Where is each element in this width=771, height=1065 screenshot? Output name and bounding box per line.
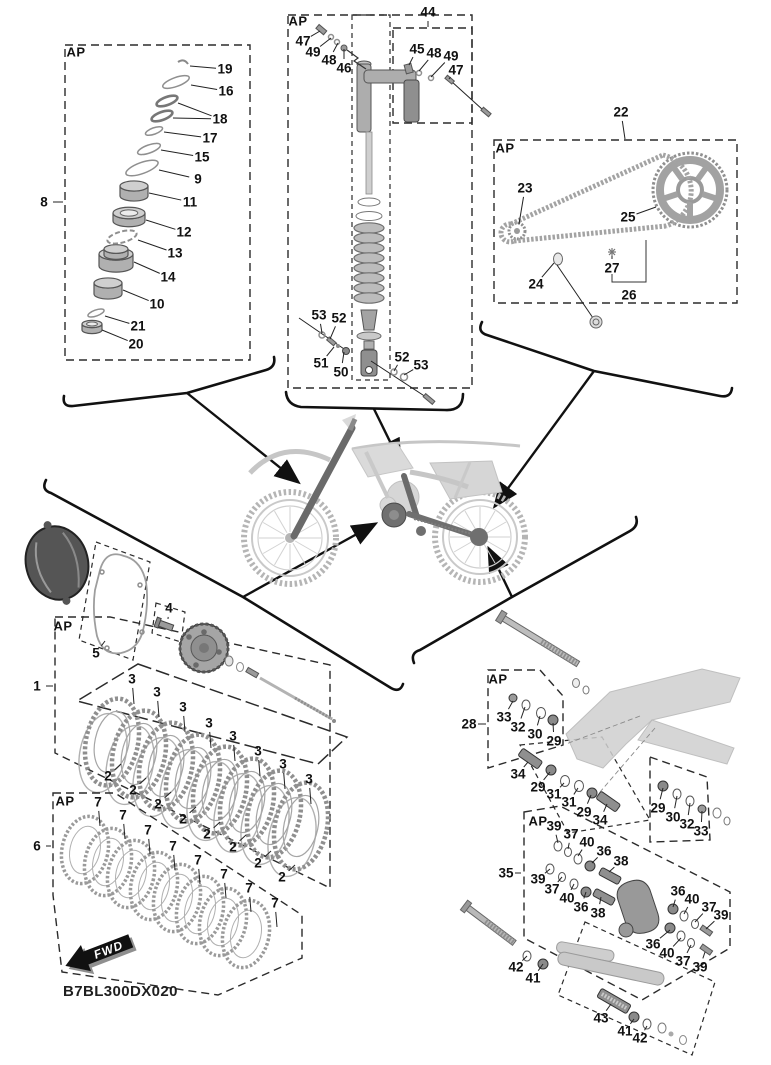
brace-chain-group xyxy=(480,322,732,396)
callout-30: 30 xyxy=(527,726,543,742)
gasket-hole xyxy=(100,570,104,574)
callout-39: 39 xyxy=(530,871,546,887)
leader-line xyxy=(419,60,428,71)
callout-ap: AP xyxy=(488,671,508,687)
leader-line xyxy=(320,38,331,46)
part-21-washer xyxy=(87,307,105,318)
leader-line xyxy=(687,945,691,953)
part-29-bearing xyxy=(587,788,597,798)
sprocket-spoke xyxy=(698,168,706,179)
part-36-bearing xyxy=(665,923,675,933)
callout-7: 7 xyxy=(271,895,279,911)
friction-plate-7 xyxy=(55,812,114,888)
part-4-bolt xyxy=(154,617,174,633)
leader-line xyxy=(149,839,150,854)
part-27-screw xyxy=(608,248,616,256)
boss-bolt xyxy=(216,649,222,655)
spring-coil xyxy=(354,243,384,253)
friction-plate-7 xyxy=(147,860,206,936)
leader-line xyxy=(311,31,320,36)
callout-39: 39 xyxy=(692,959,708,975)
friction-plates-7 xyxy=(55,812,275,972)
leader-line xyxy=(115,764,121,770)
spring-coil xyxy=(354,253,384,263)
arrow-to-clutch xyxy=(243,524,375,597)
clutch-cover xyxy=(17,514,98,612)
callout-2: 2 xyxy=(129,782,137,798)
boss-bolt xyxy=(201,629,207,635)
callout-9: 9 xyxy=(194,171,202,187)
callout-17: 17 xyxy=(202,130,218,146)
leader-line xyxy=(191,85,217,89)
part-13-spring-washer xyxy=(106,228,138,246)
callout-46: 46 xyxy=(336,60,352,76)
relay-bolt-long xyxy=(460,900,518,947)
callout-32: 32 xyxy=(679,816,695,832)
sprocket-nut xyxy=(590,316,602,328)
part-47-screw-tip xyxy=(481,107,491,116)
leader-line xyxy=(99,811,100,826)
boss-bolt xyxy=(193,662,199,668)
spare-ring xyxy=(713,808,721,818)
part-40-ring xyxy=(677,931,685,941)
callout-8: 8 xyxy=(40,194,48,210)
leader-line xyxy=(330,326,335,339)
leader-line xyxy=(310,788,311,804)
clutch-plate-3 xyxy=(266,778,335,875)
callout-22: 22 xyxy=(613,104,629,120)
callout-34: 34 xyxy=(510,766,526,782)
leader-line xyxy=(146,220,175,229)
callout-18: 18 xyxy=(212,111,228,127)
shock-reservoir xyxy=(404,80,419,122)
leader-line xyxy=(660,930,670,938)
callout-45: 45 xyxy=(409,41,425,57)
callout-36: 36 xyxy=(596,843,612,859)
callout-2: 2 xyxy=(203,826,211,842)
callout-39: 39 xyxy=(713,907,729,923)
callout-31: 31 xyxy=(561,794,577,810)
pivot-shaft xyxy=(496,610,582,669)
part-18-ring-a xyxy=(155,93,178,108)
part-41-nut xyxy=(629,1012,639,1022)
callout-49: 49 xyxy=(305,44,321,60)
callout-19: 19 xyxy=(217,61,233,77)
part-39-bolt xyxy=(700,925,713,936)
callout-29: 29 xyxy=(576,804,592,820)
callout-3: 3 xyxy=(279,756,287,772)
spring-coil xyxy=(354,223,384,233)
spare-ring xyxy=(680,1036,687,1045)
callout-7: 7 xyxy=(144,822,152,838)
callout-41: 41 xyxy=(617,1023,633,1039)
plain-plate-2 xyxy=(72,709,134,797)
leader-line xyxy=(622,121,625,139)
callout-23: 23 xyxy=(517,180,533,196)
leader-line xyxy=(123,290,149,301)
shock-washer-upper xyxy=(358,198,380,206)
leader-line xyxy=(138,240,167,250)
callout-4: 4 xyxy=(165,600,173,616)
callout-7: 7 xyxy=(194,852,202,868)
pushrod-ring xyxy=(237,663,244,672)
part-17-washer xyxy=(144,125,163,137)
clutch-cover-center xyxy=(389,510,399,520)
callout-37: 37 xyxy=(544,881,560,897)
callout-10: 10 xyxy=(149,296,165,312)
callout-14: 14 xyxy=(160,269,176,285)
part-47-bolt xyxy=(316,24,327,34)
part-38-collar xyxy=(598,867,621,884)
part-38-collar xyxy=(592,888,615,905)
callout-53: 53 xyxy=(311,307,327,323)
part-36-bearing xyxy=(585,861,595,871)
callout-42: 42 xyxy=(632,1030,648,1046)
leader-line xyxy=(173,118,211,119)
callout-11: 11 xyxy=(182,194,198,210)
callout-39: 39 xyxy=(546,818,562,834)
arrow-to-rear-sprocket xyxy=(495,371,594,506)
part-42-washer xyxy=(643,1019,651,1029)
leader-line xyxy=(164,132,201,137)
callout-ap: AP xyxy=(288,13,308,29)
callout-36: 36 xyxy=(645,936,661,952)
sprocket-spoke xyxy=(674,168,682,179)
callout-2: 2 xyxy=(229,839,237,855)
callout-7: 7 xyxy=(94,794,102,810)
part-48-washer xyxy=(335,40,340,45)
callout-29: 29 xyxy=(650,800,666,816)
part-19-clip xyxy=(178,60,188,64)
pivot-ring xyxy=(583,686,589,694)
callout-2: 2 xyxy=(254,855,262,871)
figure-code: B7BL300DX020 xyxy=(63,983,178,1000)
leader-line xyxy=(675,796,677,808)
part-15-washer xyxy=(136,141,161,157)
leader-line xyxy=(404,370,413,375)
callout-33: 33 xyxy=(693,823,709,839)
callout-42: 42 xyxy=(508,959,524,975)
leader-line xyxy=(210,732,211,748)
callout-13: 13 xyxy=(167,245,183,261)
callout-32: 32 xyxy=(510,719,526,735)
leader-line xyxy=(174,855,175,870)
leader-line xyxy=(133,688,134,704)
leader-line xyxy=(190,66,216,68)
leader-line xyxy=(688,803,690,815)
leader-24-nut xyxy=(557,265,593,318)
callout-43: 43 xyxy=(593,1010,609,1026)
leader-line xyxy=(178,103,212,116)
callout-51: 51 xyxy=(313,355,329,371)
friction-plate-7 xyxy=(124,848,183,924)
callout-38: 38 xyxy=(590,905,606,921)
part-33-nut xyxy=(509,694,517,702)
swingarm-pivot-parts-box xyxy=(488,610,740,842)
friction-plate-7 xyxy=(216,896,275,972)
callout-7: 7 xyxy=(169,838,177,854)
plate-group-outline xyxy=(77,664,347,764)
sprocket-spoke xyxy=(702,194,715,198)
leader-line xyxy=(553,723,554,732)
part-52-bolt-l xyxy=(327,337,336,346)
leader-line xyxy=(134,262,160,273)
callout-49: 49 xyxy=(443,48,459,64)
leader-line xyxy=(102,330,128,341)
callout-52: 52 xyxy=(331,310,347,326)
callout-36: 36 xyxy=(573,899,589,915)
fwd-direction-arrow xyxy=(60,927,139,983)
fwd-label: FWD xyxy=(91,937,126,962)
friction-plate-7 xyxy=(78,824,137,900)
callout-31: 31 xyxy=(546,786,562,802)
sprocket-spoke xyxy=(664,194,677,198)
part-52-washer-r xyxy=(391,369,397,375)
callout-52: 52 xyxy=(394,349,410,365)
callout-48: 48 xyxy=(321,52,337,68)
callout-ap: AP xyxy=(66,44,86,60)
callout-38: 38 xyxy=(613,853,629,869)
gasket-hole xyxy=(138,583,142,587)
shock-spring xyxy=(354,223,384,303)
leader-line xyxy=(431,63,445,77)
part-51-clip xyxy=(336,344,340,348)
spring-coil xyxy=(354,293,384,303)
drive-chain-parts-box xyxy=(494,140,737,328)
leader-line xyxy=(701,811,702,822)
rear-sprocket-highlight xyxy=(470,528,488,546)
callout-26: 26 xyxy=(621,287,637,303)
front-sprocket-hub xyxy=(514,228,520,234)
callout-37: 37 xyxy=(563,826,579,842)
callout-16: 16 xyxy=(218,83,234,99)
callout-2: 2 xyxy=(154,796,162,812)
arrow-to-front-fork xyxy=(187,393,298,482)
leader-line xyxy=(276,912,277,927)
part-49-washer-r xyxy=(429,76,434,81)
part-18-ring-b xyxy=(150,108,173,123)
callout-50: 50 xyxy=(333,364,349,380)
callout-7: 7 xyxy=(119,807,127,823)
leader-line xyxy=(284,773,285,789)
callout-25: 25 xyxy=(620,209,636,225)
pushrod-washer xyxy=(225,656,233,666)
callout-ap: AP xyxy=(528,813,548,829)
part-24-lock-washer xyxy=(554,253,563,265)
part-30-ring xyxy=(537,708,546,719)
spare-ring xyxy=(724,817,730,825)
leader-line xyxy=(225,883,226,898)
callout-2: 2 xyxy=(104,768,112,784)
leader-line xyxy=(105,316,129,323)
shock-shaft xyxy=(366,132,372,194)
spare-dot xyxy=(669,1032,674,1037)
gasket-hole xyxy=(105,646,109,650)
spring-seat-lower xyxy=(357,332,381,340)
part-32-seal xyxy=(522,700,530,710)
clutch-boss-center xyxy=(199,643,209,653)
callout-40: 40 xyxy=(579,834,595,850)
callout-ap: AP xyxy=(53,618,73,634)
callout-44: 44 xyxy=(420,4,436,20)
callout-3: 3 xyxy=(128,671,136,687)
brace-front-fork-group xyxy=(64,357,275,406)
adjuster xyxy=(364,341,374,349)
pushrod-bolt xyxy=(246,667,259,677)
callout-21: 21 xyxy=(130,318,146,334)
bump-stop xyxy=(361,310,377,330)
friction-plate-7 xyxy=(193,884,252,960)
leader-line xyxy=(703,952,705,958)
callout-47: 47 xyxy=(295,33,311,49)
callout-2: 2 xyxy=(179,811,187,827)
callout-ap: AP xyxy=(55,793,75,809)
spring-coil xyxy=(354,233,384,243)
callout-3: 3 xyxy=(179,699,187,715)
gasket-sub-box xyxy=(79,542,150,660)
callout-5: 5 xyxy=(92,645,100,661)
spring-coil xyxy=(354,283,384,293)
motorcycle-illustration xyxy=(244,414,525,584)
callout-20: 20 xyxy=(128,336,144,352)
part-48-washer-r xyxy=(417,71,422,76)
leader-line xyxy=(542,263,554,277)
shock-seat-upper xyxy=(356,212,382,221)
leader-line xyxy=(161,150,193,155)
linkage-highlight xyxy=(416,526,426,536)
leader-line xyxy=(695,914,703,922)
callout-2: 2 xyxy=(278,869,286,885)
callout-37: 37 xyxy=(701,899,717,915)
callout-7: 7 xyxy=(220,866,228,882)
part-40-ring xyxy=(680,911,688,921)
leader-line xyxy=(101,641,105,646)
callout-33: 33 xyxy=(496,709,512,725)
callout-48: 48 xyxy=(426,45,442,61)
callout-6: 6 xyxy=(33,838,41,854)
friction-plate-7 xyxy=(101,836,160,912)
pivot-washer xyxy=(573,679,580,688)
part-37-washer xyxy=(692,920,699,929)
spring-coil xyxy=(354,273,384,283)
callout-40: 40 xyxy=(684,891,700,907)
part-9-ring xyxy=(124,157,160,179)
callout-1: 1 xyxy=(33,678,41,694)
callout-3: 3 xyxy=(153,684,161,700)
part-39-bolt xyxy=(700,944,713,955)
callout-30: 30 xyxy=(665,809,681,825)
callout-36: 36 xyxy=(670,883,686,899)
callout-40: 40 xyxy=(659,945,675,961)
leader-line xyxy=(636,207,656,214)
callout-29: 29 xyxy=(530,779,546,795)
callout-3: 3 xyxy=(205,715,213,731)
leader-line xyxy=(149,193,181,200)
callout-40: 40 xyxy=(559,890,575,906)
callout-29: 29 xyxy=(546,733,562,749)
leader-line xyxy=(124,824,125,839)
callout-15: 15 xyxy=(194,149,210,165)
callout-3: 3 xyxy=(305,771,313,787)
callout-3: 3 xyxy=(229,728,237,744)
callout-28: 28 xyxy=(461,716,477,732)
front-fender xyxy=(250,452,330,473)
part-31-bush xyxy=(575,781,584,792)
leader-47-long xyxy=(451,81,483,110)
part-37-washer xyxy=(688,939,695,948)
part-29-bearing xyxy=(546,765,556,775)
brace-shock-group xyxy=(286,392,463,410)
callout-53: 53 xyxy=(413,357,429,373)
chain-lower-run xyxy=(514,226,666,241)
part-34-collar xyxy=(596,791,621,812)
callout-37: 37 xyxy=(675,953,691,969)
boss-bolt xyxy=(186,634,192,640)
push-rod-tip xyxy=(332,719,336,723)
chain-upper-run xyxy=(511,155,663,224)
wheel xyxy=(244,492,336,584)
callout-27: 27 xyxy=(604,260,620,276)
callout-34: 34 xyxy=(592,812,608,828)
spring-coil xyxy=(354,263,384,273)
callout-12: 12 xyxy=(176,224,192,240)
callout-41: 41 xyxy=(525,970,541,986)
callout-35: 35 xyxy=(498,865,514,881)
callout-3: 3 xyxy=(254,743,262,759)
leader-line xyxy=(508,701,513,709)
fuel-tank xyxy=(352,443,413,477)
callout-24: 24 xyxy=(528,276,544,292)
part-5-gasket xyxy=(94,554,147,653)
clevis-eye xyxy=(366,367,373,374)
callout-47: 47 xyxy=(448,62,464,78)
part-16-seal xyxy=(161,73,190,91)
callout-7: 7 xyxy=(245,880,253,896)
chain-wrap-front xyxy=(501,224,514,242)
leader-line xyxy=(159,170,189,177)
spare-ring xyxy=(658,1023,666,1033)
knuckle-lobe xyxy=(619,923,633,937)
callout-ap: AP xyxy=(495,140,515,156)
part-53-bolt-tip xyxy=(423,394,435,405)
